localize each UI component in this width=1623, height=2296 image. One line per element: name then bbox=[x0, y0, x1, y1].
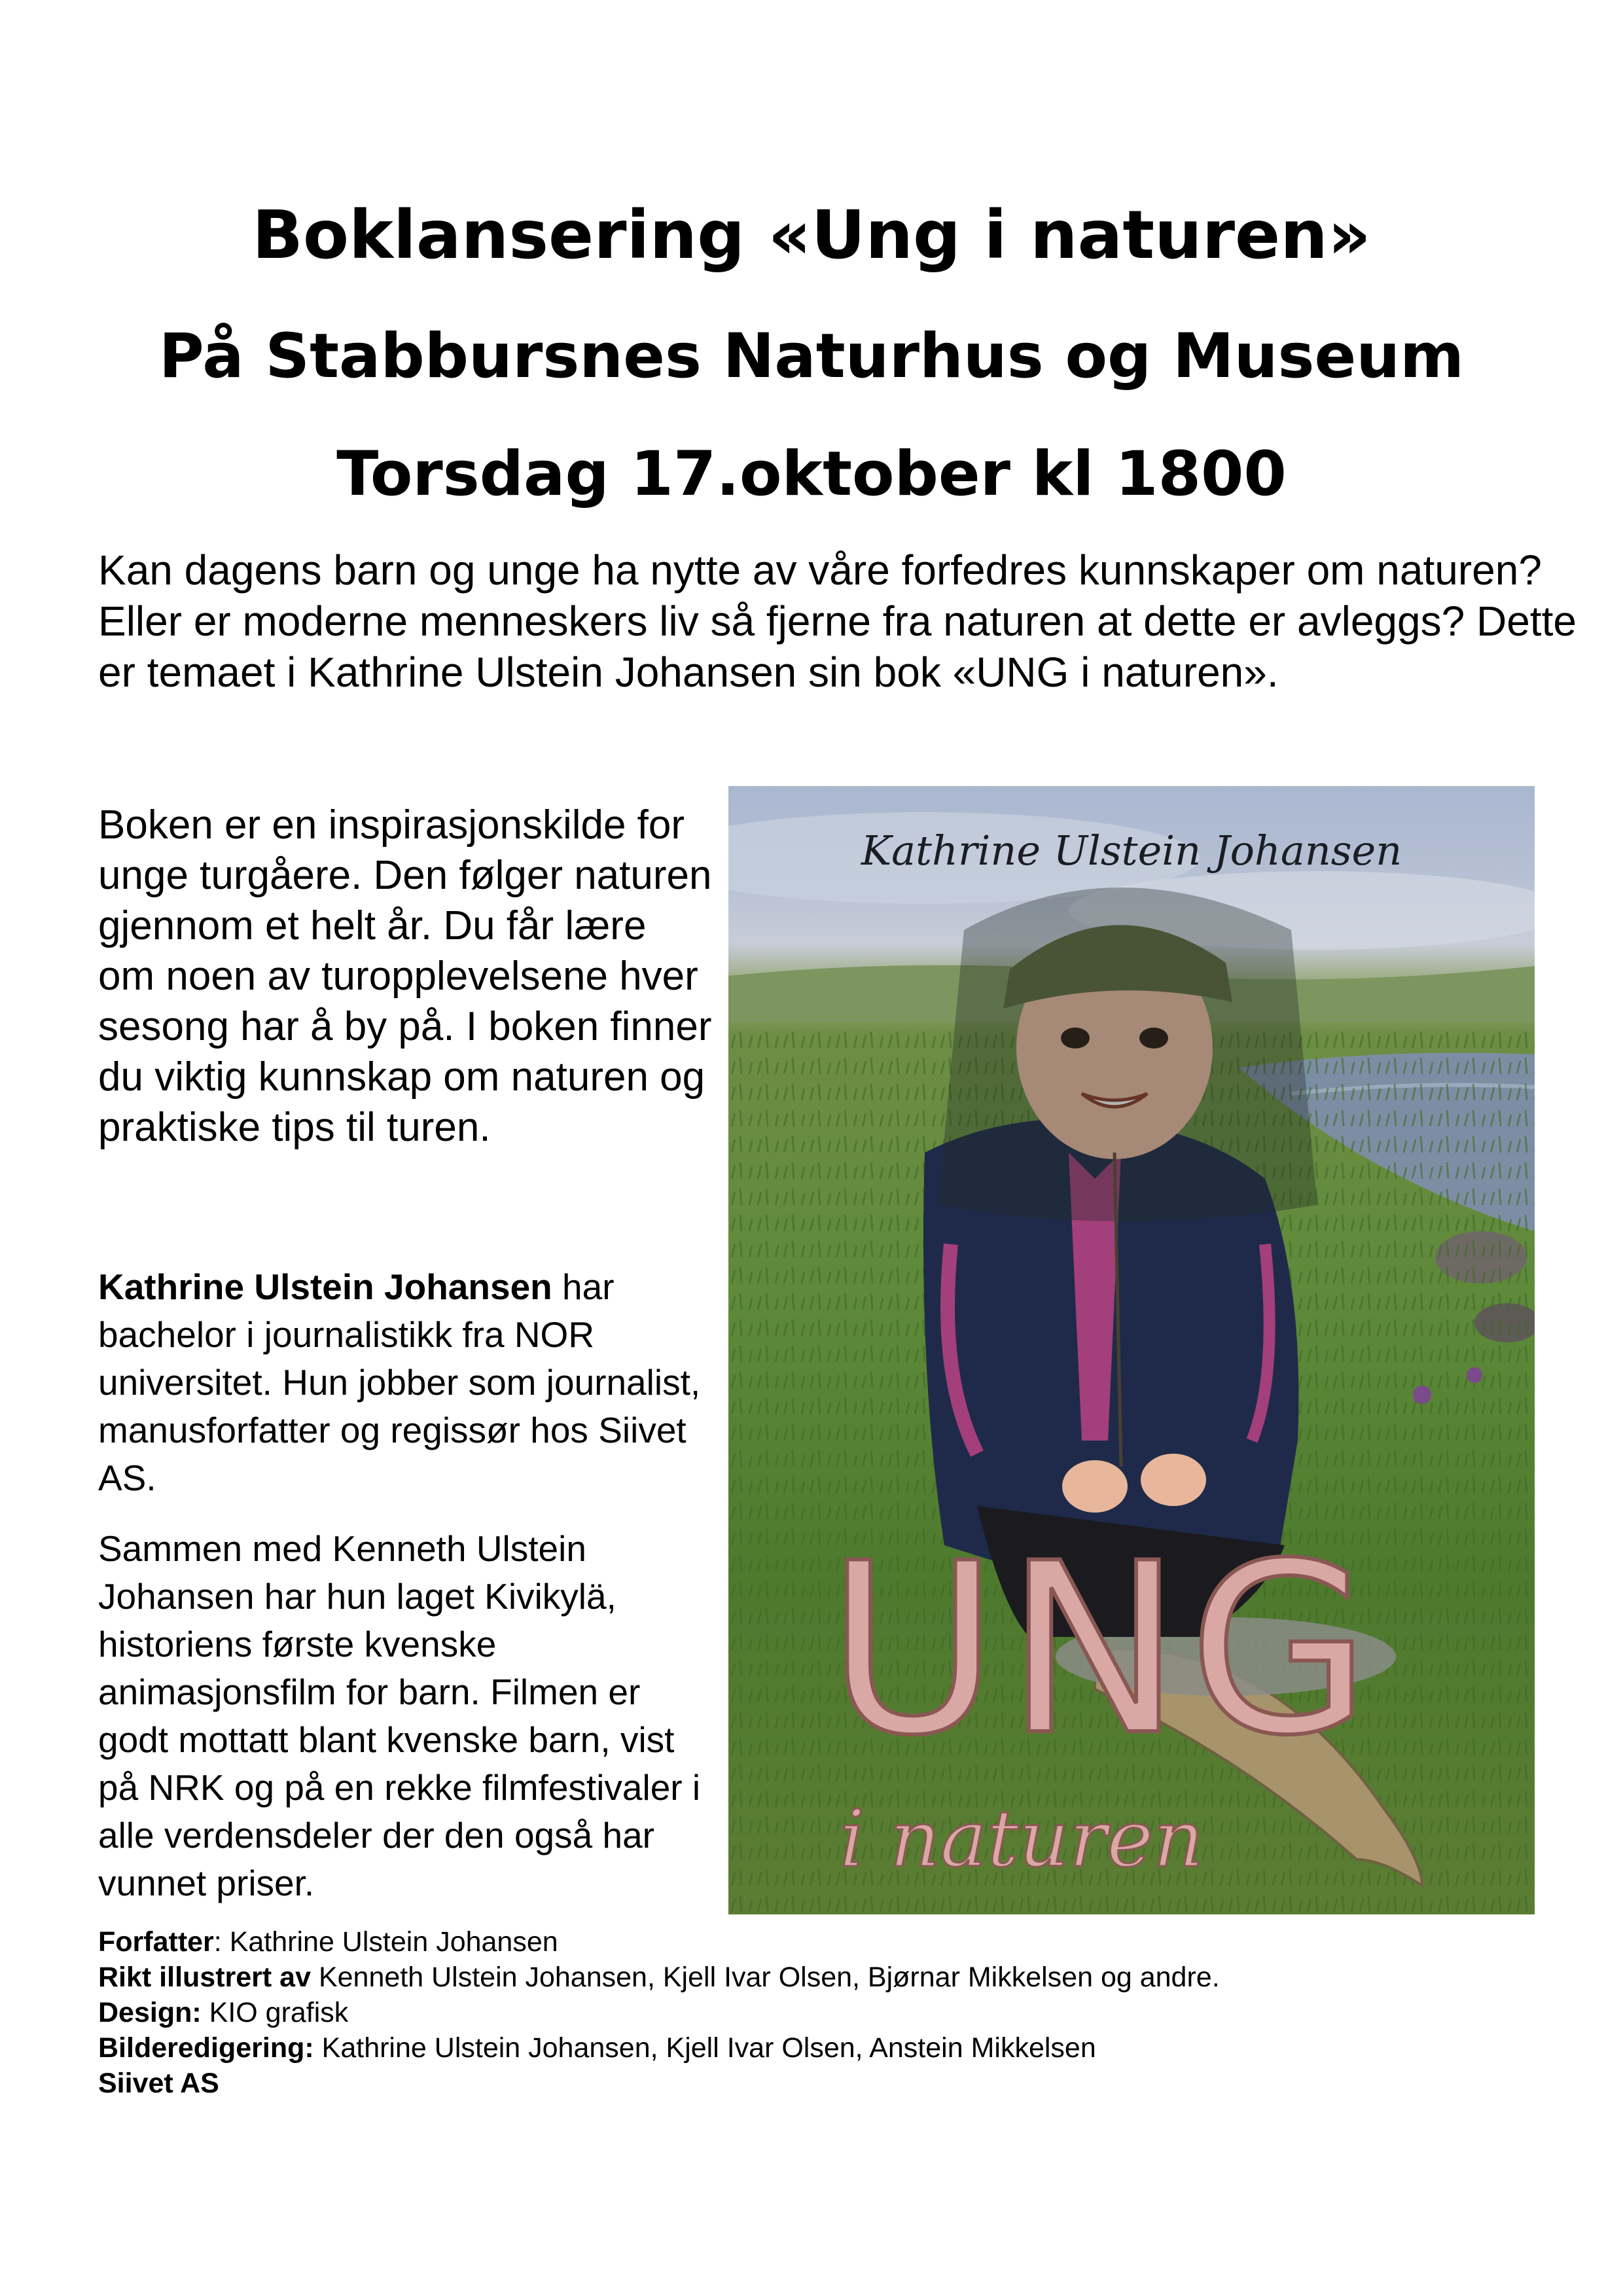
film-paragraph: Sammen med Kenneth Ulstein Johansen har hun laget Kivikylä, historiens første kvenske animasjonsfilm for barn. Filmen er godt mottatt blant kvenske barn, vist på NRK og på en rekke filmfestivaler i alle verdensdeler der den også har vunnet priser. bbox=[98, 1528, 701, 1903]
credits-list bbox=[98, 1924, 1577, 2101]
cover-title: UNG bbox=[827, 1513, 1378, 1787]
event-datetime: Torsdag 17.oktober kl 1800 bbox=[336, 439, 1287, 510]
credit-label: Bilderedigering: bbox=[98, 2032, 314, 2064]
inspiration-paragraph: Boken er en inspirasjonskilde for unge turgåere. Den følger naturen gjennom et helt år. Du får lære om noen av turopplevelsene hver sesong har å by på. I boken finner du viktig kunnskap om naturen og praktiske tips til turen. bbox=[98, 802, 712, 1150]
credit-value: Kathrine Ulstein Johansen, Kjell Ivar Olsen, Anstein Mikkelsen bbox=[321, 2032, 1096, 2064]
credit-line bbox=[98, 1995, 1577, 2030]
credit-separator: : bbox=[213, 1926, 230, 1958]
credit-line bbox=[98, 1960, 1577, 1995]
author-bio-paragraph bbox=[98, 1263, 713, 1502]
event-title: Boklansering «Ung i naturen» bbox=[252, 196, 1371, 274]
credit-value: Kathrine Ulstein Johansen bbox=[229, 1926, 558, 1958]
event-venue: På Stabbursnes Naturhus og Museum bbox=[158, 321, 1465, 392]
credit-value: Kenneth Ulstein Johansen, Kjell Ivar Olsen, Bjørnar Mikkelsen og andre. bbox=[318, 1962, 1220, 1993]
credit-label: Design: bbox=[98, 1997, 202, 2028]
credit-separator bbox=[202, 1997, 209, 2028]
credit-label: Siivet AS bbox=[98, 2068, 219, 2099]
credit-separator bbox=[311, 1962, 319, 1993]
intro-paragraph: Kan dagens barn og unge ha nytte av våre forfedres kunnskaper om naturen? Eller er moderne menneskers liv så fjerne fra naturen at dette er avleggs? Dette er temaet i Kathrine Ulstein Johansen sin bok «UNG i naturen». bbox=[98, 547, 1577, 696]
credit-line bbox=[98, 2066, 1577, 2101]
credit-line bbox=[98, 1924, 1577, 1960]
credit-line bbox=[98, 2030, 1577, 2066]
credit-label: Rikt illustrert av bbox=[98, 1962, 311, 1993]
author-bio-text: har bachelor i journalistikk fra NOR universitet. Hun jobber som journalist, manusforfatter og regissør hos Siivet AS. bbox=[98, 1266, 701, 1498]
cover-author-name: Kathrine Ulstein Johansen bbox=[861, 827, 1402, 874]
cover-subtitle: i naturen bbox=[840, 1794, 1204, 1885]
book-cover-image bbox=[728, 786, 1535, 1914]
author-name: Kathrine Ulstein Johansen bbox=[98, 1266, 552, 1307]
credit-value: KIO grafisk bbox=[209, 1997, 349, 2028]
credit-label: Forfatter bbox=[98, 1926, 214, 1958]
credit-separator bbox=[314, 2032, 322, 2064]
